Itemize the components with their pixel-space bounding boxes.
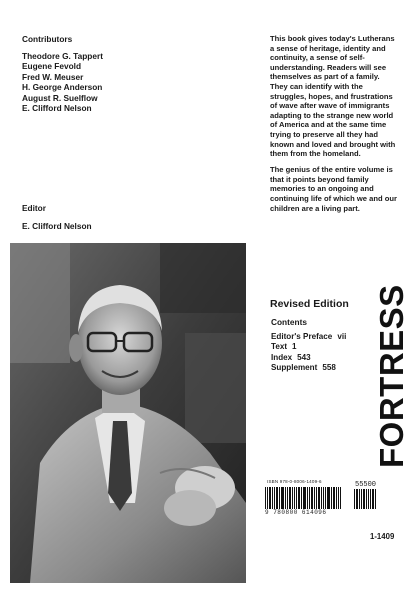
contributors-list (22, 51, 103, 113)
barcode-bar (375, 489, 376, 509)
price-code: 55500 (355, 481, 377, 489)
blurb-paragraph: This book gives today's Lutherans a sense of heritage, identity and continuity, a sense of self-understanding. Readers will see themselves as part of a family. They can identify with the struggles, hopes, and frustrations of wave after wave of immigrants adapting to the strange new world of America and at the same time trying to preserve all they had known and loved and brought with them from the homeland. (270, 34, 396, 159)
contents-list (271, 332, 351, 374)
barcode-bar (333, 487, 335, 509)
contents-item-page: 1 (292, 342, 297, 352)
barcode-bar (338, 487, 339, 509)
barcode-bar (327, 487, 330, 509)
barcode-bar (289, 487, 291, 509)
contributor-name: Eugene Fevold (22, 61, 82, 72)
catalog-number: 1-1409 (370, 532, 395, 541)
barcode-bar (318, 487, 320, 509)
barcode-bar (366, 489, 367, 509)
isbn-text: ISBN 978-0-8006-1409-6 (267, 479, 322, 484)
barcode-bar (363, 489, 365, 509)
contents-item-label: Supplement (271, 363, 318, 373)
barcode-bar (294, 487, 295, 509)
blurb-paragraph: The genius of the entire volume is that it points beyond family memories to an ongoing and continuing life of which we and our children are a living part. (270, 165, 397, 213)
editor-name: E. Clifford Nelson (22, 221, 92, 231)
contents-item (271, 342, 351, 352)
contents-item (271, 332, 351, 342)
barcode-bar (370, 489, 371, 509)
barcode-bar (307, 487, 308, 509)
barcode-bar (276, 487, 278, 509)
contents-item (271, 363, 351, 373)
contents-item-label: Text (271, 342, 288, 352)
barcode-bar (359, 489, 360, 509)
barcode-bar (336, 487, 337, 509)
edition-label: Revised Edition (270, 298, 349, 310)
contents-item-page: 558 (322, 363, 336, 373)
barcode-bar (285, 487, 286, 509)
barcode-bar (325, 487, 326, 509)
barcode-bar (372, 489, 374, 509)
barcode-bar (321, 487, 322, 509)
barcode-bar (269, 487, 271, 509)
barcode-digits: 9 780800 614096 (265, 509, 327, 516)
barcode-bar (314, 487, 315, 509)
barcode-bar (272, 487, 273, 509)
contents-item-label: Editor's Preface (271, 332, 333, 341)
editor-heading: Editor (22, 203, 46, 213)
isbn-barcode (265, 487, 349, 509)
barcode-bar (301, 487, 302, 509)
barcode-bar (323, 487, 324, 509)
barcode-bar (265, 487, 266, 509)
barcode-bar (356, 489, 358, 509)
barcode-bar (292, 487, 293, 509)
contents-item-page: vii (337, 332, 347, 341)
contributors-heading: Contributors (22, 34, 73, 44)
barcode-bar (354, 489, 355, 509)
contents-heading: Contents (271, 317, 307, 327)
price-barcode (354, 489, 384, 509)
contributor-name: Fred W. Meuser (22, 71, 84, 82)
barcode-bar (361, 489, 362, 509)
barcode-bar (281, 487, 284, 509)
barcode-bar (287, 487, 288, 509)
barcode-bar (267, 487, 268, 509)
contributor-name: Theodore G. Tappert (22, 51, 103, 61)
barcode-bar (303, 487, 306, 509)
publisher-logo: FORTRESS (373, 284, 410, 468)
contributor-name: E. Clifford Nelson (22, 103, 92, 114)
back-cover-blurb (270, 34, 398, 220)
barcode-bar (274, 487, 275, 509)
barcode-bar (331, 487, 332, 509)
barcode-bar (316, 487, 317, 509)
contents-item-label: Index (271, 352, 293, 362)
barcode-bar (296, 487, 297, 509)
barcode-bar (279, 487, 280, 509)
barcode-bar (368, 489, 369, 509)
contents-item-page: 543 (297, 352, 311, 362)
barcode-bar (298, 487, 300, 509)
contents-item (271, 353, 351, 363)
contributor-name: H. George Anderson (22, 82, 103, 93)
editor-photo (10, 243, 246, 583)
barcode-bar (340, 487, 341, 509)
contributor-name: August R. Suelflow (22, 92, 98, 103)
barcode-bar (309, 487, 310, 509)
barcode-bar (311, 487, 313, 509)
